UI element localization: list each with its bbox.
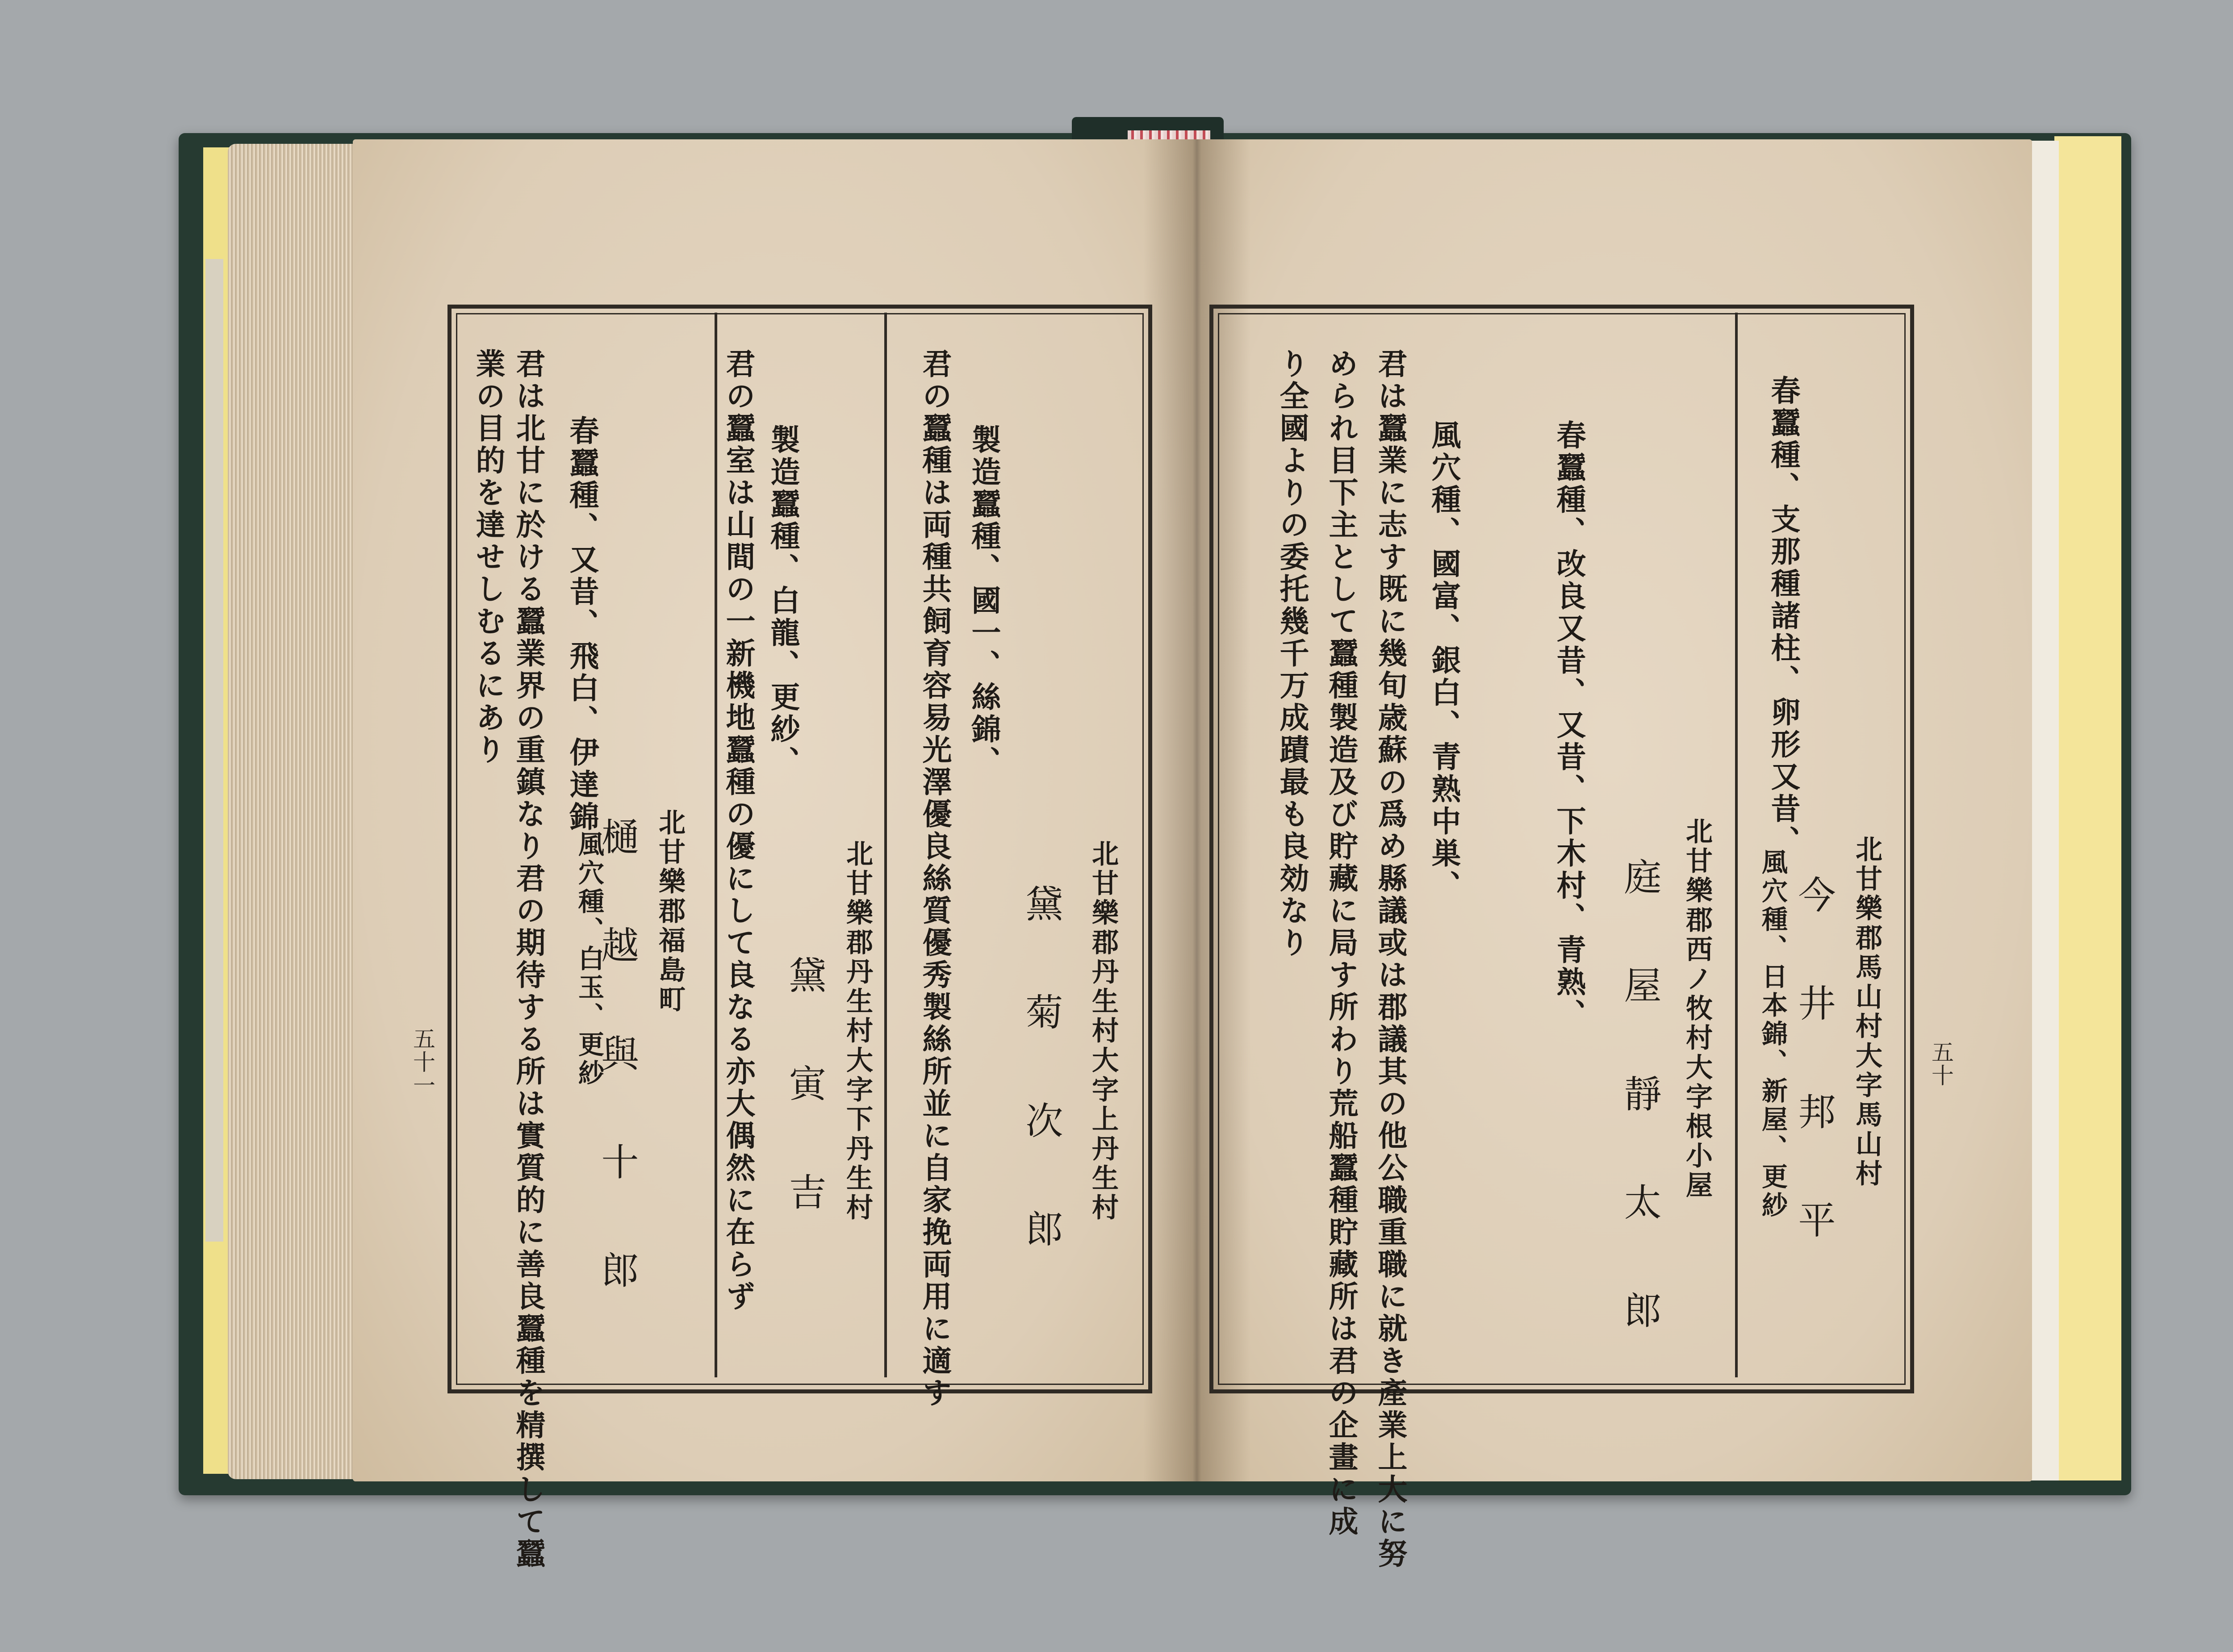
entry-body: り全國よりの委托幾千万成蹟最も良効なり (1275, 348, 1309, 959)
entry-body: 君は北甘に於ける蠶業界の重鎮なり君の期待する所は實質的に善良蠶種を精撰して蠶 (511, 348, 546, 1570)
entry-address: 北甘樂郡福島町 (654, 808, 686, 1015)
entry-products: 製造蠶種、國一、絲錦、 (966, 424, 1001, 778)
entry-products: 風穴種、國富、銀白、青熟中巣、 (1426, 420, 1461, 902)
page-number: 五十一 (410, 1027, 435, 1097)
left-paper-strip (205, 259, 223, 1242)
page-number: 五十 (1928, 1041, 1954, 1087)
right-frame-divider (1735, 313, 1738, 1377)
entry-products: 春蠶種、支那種諸柱、卵形又昔、 (1766, 375, 1801, 857)
entry-address: 北甘樂郡馬山村大字馬山村 (1851, 835, 1882, 1189)
white-page-edge-right (2028, 141, 2059, 1481)
entry-body: 君は蠶業に志す既に幾旬歳蘇の爲め縣議或は郡議其の他公職重職に就き產業上大に努 (1373, 348, 1408, 1570)
entry-name: 樋 越 與 十 郎 (595, 817, 639, 1318)
entry-name: 今 井 邦 平 (1792, 875, 1836, 1268)
entry-products: 風穴種、白玉、更紗 (574, 831, 604, 1088)
left-frame-divider-1 (884, 313, 887, 1377)
left-frame-divider-2 (715, 313, 717, 1377)
entry-name: 黛 寅 吉 (783, 956, 827, 1240)
entry-products: 春蠶種、又昔、飛白、伊達錦 (565, 415, 599, 833)
entry-address: 北甘樂郡西ノ牧村大字根小屋 (1681, 817, 1713, 1200)
entry-body: 君の蠶種は両種共飼育容易光澤優良絲質優秀製絲所並に自家挽両用に適す (917, 348, 952, 1409)
entry-body: 業の目的を達せしむるにあり (471, 348, 506, 766)
entry-products: 風穴種、日本錦、新屋、更紗 (1757, 849, 1788, 1220)
entry-address: 北甘樂郡丹生村大字下丹生村 (842, 840, 873, 1223)
yellow-page-edge-right (2054, 136, 2121, 1481)
entry-products: 製造蠶種、白龍、更紗、 (765, 424, 800, 778)
page-edge-stack-left (228, 144, 362, 1479)
entry-body: められ目下主として蠶種製造及び貯藏に局す所わり荒船蠶種貯藏所は君の企畫に成 (1324, 348, 1359, 1538)
entry-address: 北甘樂郡丹生村大字上丹生村 (1087, 840, 1119, 1223)
entry-name: 黛 菊 次 郎 (1020, 884, 1063, 1277)
entry-products: 春蠶種、改良又昔、又昔、下木村、青熟、 (1551, 420, 1586, 1031)
entry-name: 庭 屋 靜 太 郎 (1618, 857, 1662, 1358)
entry-body: 君の蠶室は山間の一新機地蠶種の優にして良なる亦大偶然に在らず (721, 348, 756, 1313)
